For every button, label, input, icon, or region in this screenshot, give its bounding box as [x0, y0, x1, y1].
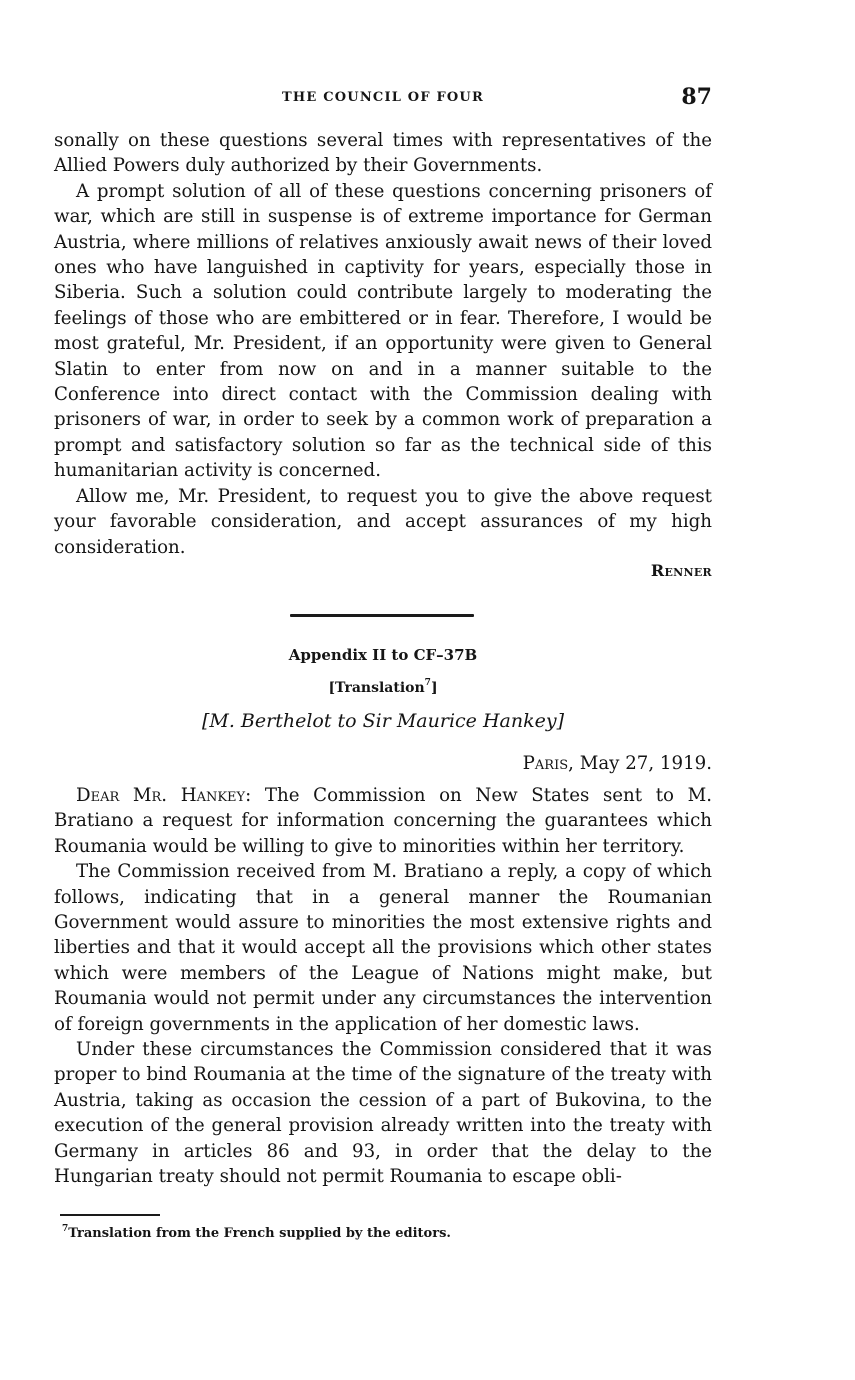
translation-close: ]: [430, 680, 438, 696]
footnote-mark: 7: [62, 1224, 69, 1234]
paragraph-text: The Commission on New States sent to M. Bratiano a request for information concerning the guarantees which Roumania would be willing to give to minorities within her territory.: [54, 785, 713, 857]
paragraph: [54, 783, 712, 859]
paragraph: The Commission received from M. Bratiano a reply, a copy of which follows, indicating that in a general manner the Roumanian Government would assure to minorities the most extensive rights and liberties and that it would accept all the provisions which other states which were members of the League of Nations might make, but Roumania would not permit under any circumstances the intervention of foreign governments in the application of her domestic laws.: [54, 861, 712, 1035]
letter-two-body: [54, 783, 712, 1190]
date-place: Paris,: [522, 753, 574, 774]
paragraph: A prompt solution of all of these questions concerning prisoners of war, which are still in suspense is of extreme importance for German Austria, where millions of relatives anxiously await news of their loved ones who have languished in captivity for years, especially those in Siberia. Such a solution could contribute largely to moderating the feelings of those who are embittered or in fear. Therefore, I would be most grateful, Mr. President, if an opportunity were given to General Slatin to enter from now on and in a manner suitable to the Conference into direct contact with the Commission dealing with prisoners of war, in order to seek by a common work of preparation a prompt and satisfactory solution so far as the technical side of this humanitarian activity is concerned.: [54, 180, 712, 482]
page-number: 87: [681, 84, 712, 110]
appendix-title: Appendix II to CF–37B: [288, 646, 478, 664]
running-head: [54, 86, 712, 110]
dateline: [523, 753, 712, 774]
salutation: Dear Mr. Hankey:: [76, 785, 252, 806]
paragraph: Under these circumstances the Commission considered that it was proper to bind Roumania at the time of the signature of the treaty with Austria, taking as occasion the cession of a part of Bukovina, to the execution of the general provision already written into the treaty with Germany in articles 86 and 93, in order that the delay to the Hungarian treaty should not permit Roumania to escape obli-: [54, 1039, 712, 1188]
paragraph-continuation: sonally on these questions several times with representatives of the Allied Powers duly authorized by their Governments.: [54, 130, 712, 177]
signature: Renner: [650, 561, 712, 580]
document-page: [54, 0, 712, 1380]
footnote-text: Translation from the French supplied by the editors.: [68, 1226, 451, 1241]
footnote: [62, 1226, 451, 1241]
letter-heading: [M. Berthelot to Sir Maurice Hankey]: [201, 710, 564, 732]
paragraph: Allow me, Mr. President, to request you to give the above request your favorable consideration, and accept assurances of my high consideration.: [54, 485, 712, 558]
translation-note: [54, 680, 712, 696]
footnote-reference[interactable]: 7: [424, 678, 431, 688]
running-title: THE COUNCIL OF FOUR: [282, 90, 484, 105]
translation-label: [Translation: [328, 680, 425, 696]
footnote-divider: [60, 1214, 160, 1216]
section-divider: [290, 614, 474, 617]
letter-one-body: [54, 128, 712, 560]
date: May 27, 1919.: [573, 753, 712, 774]
